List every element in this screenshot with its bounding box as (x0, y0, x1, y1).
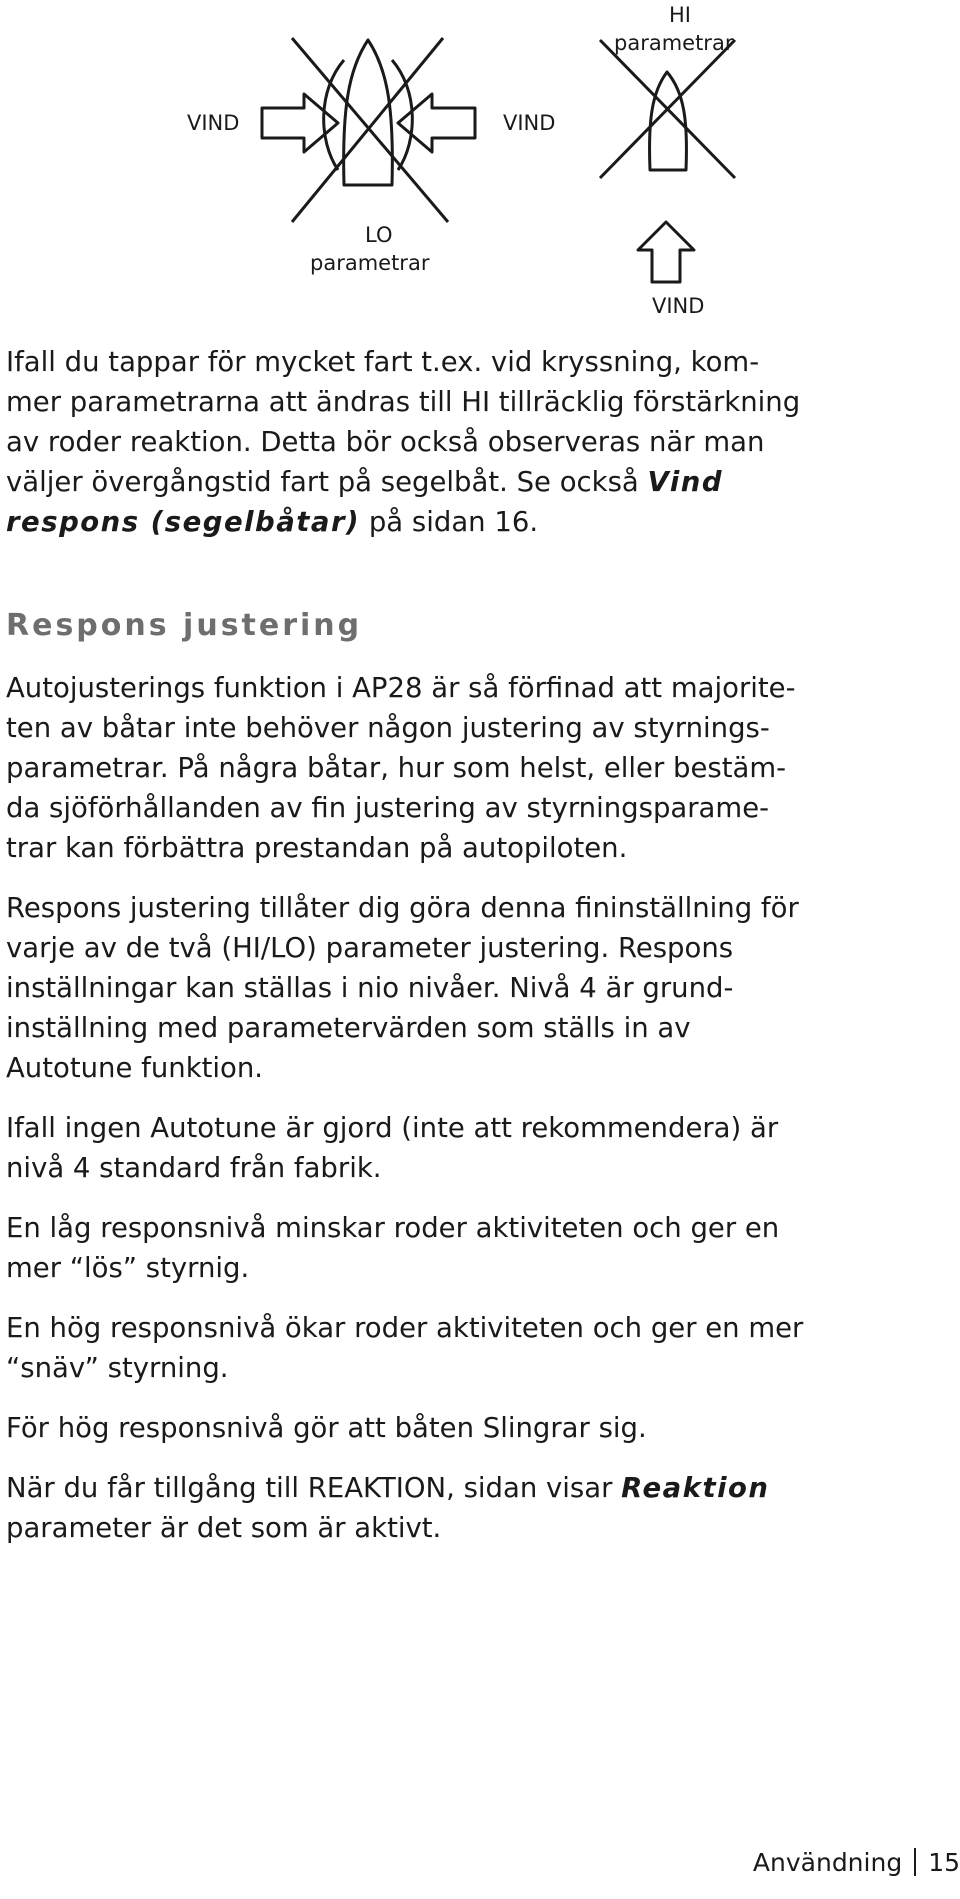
vind-reference: Vind (647, 466, 724, 498)
paragraph-4 (6, 1208, 946, 1288)
paragraph-5 (6, 1308, 946, 1388)
p7-line-1 (6, 1468, 946, 1508)
p3-line-1: Ifall ingen Autotune är gjord (inte att rekommendera) är (6, 1112, 779, 1144)
p2-line-1: Respons justering tillåter dig göra denna fininställning för (6, 892, 799, 924)
footer-section: Användning (752, 1848, 903, 1877)
intro-line-5 (6, 502, 946, 542)
page-number: 15 (928, 1848, 960, 1877)
p2-line-4: inställning med parametervärden som ställs in av (6, 1012, 691, 1044)
intro-line-3: av roder reaktion. Detta bör också observeras när man (6, 426, 765, 458)
paragraph-3 (6, 1108, 946, 1188)
p1-line-2: ten av båtar inte behöver någon justering av styrnings- (6, 712, 770, 744)
intro-line-1: Ifall du tappar för mycket fart t.ex. vid kryssning, kom- (6, 346, 760, 378)
p3-line-2: nivå 4 standard från fabrik. (6, 1152, 382, 1184)
p7-line-2: parameter är det som är aktivt. (6, 1512, 442, 1544)
p4-line-2: mer “lös” styrnig. (6, 1252, 250, 1284)
p1-line-4: da sjöförhållanden av fin justering av styrningsparame- (6, 792, 770, 824)
bottom-wind-arrow-icon (638, 222, 694, 282)
intro-paragraph (6, 342, 946, 542)
section-title: Respons justering (6, 608, 363, 643)
lo-label-line2: parametrar (310, 251, 430, 275)
p1-line-3: parametrar. På några båtar, hur som helst, eller bestäm- (6, 752, 787, 784)
p2-line-3: inställningar kan ställas i nio nivåer. Nivå 4 är grund- (6, 972, 734, 1004)
p7-line-1-text: När du får tillgång till REAKTION, sidan visar (6, 1472, 622, 1504)
wind-label-left: VIND (187, 111, 240, 135)
intro-line-4 (6, 462, 946, 502)
paragraph-6 (6, 1408, 946, 1448)
page-footer (753, 1848, 960, 1877)
lo-boat-hull-icon (344, 40, 393, 185)
p1-line-5: trar kan förbättra prestandan på autopiloten. (6, 832, 628, 864)
hi-label-line1: HI (669, 3, 691, 27)
sailing-wind-diagram (0, 0, 960, 330)
wind-label-middle: VIND (503, 111, 556, 135)
footer-divider (914, 1848, 916, 1876)
intro-line-5-text: på sidan 16. (360, 506, 539, 538)
paragraph-1 (6, 668, 946, 868)
hi-label-line2: parametrar (614, 31, 734, 55)
p5-line-1: En hög responsnivå ökar roder aktiviteten och ger en mer (6, 1312, 804, 1344)
p4-line-1: En låg responsnivå minskar roder aktiviteten och ger en (6, 1212, 780, 1244)
p5-line-2: “snäv” styrning. (6, 1352, 229, 1384)
p1-line-1: Autojusterings funktion i AP28 är så förfinad att majorite- (6, 672, 796, 704)
lo-label-line1: LO (365, 223, 393, 247)
paragraph-7 (6, 1468, 946, 1548)
wind-label-bottom: VIND (652, 294, 705, 318)
intro-line-4-text: väljer övergångstid fart på segelbåt. Se också (6, 466, 648, 498)
p6-line-1: För hög responsnivå gör att båten Slingrar sig. (6, 1412, 647, 1444)
reaktion-reference: Reaktion (621, 1472, 770, 1504)
intro-line-2: mer parametrarna att ändras till HI tillräcklig förstärkning (6, 386, 801, 418)
vind-respons-reference: respons (segelbåtar) (6, 506, 361, 538)
paragraph-2 (6, 888, 946, 1088)
p2-line-5: Autotune funktion. (6, 1052, 264, 1084)
p2-line-2: varje av de två (HI/LO) parameter justering. Respons (6, 932, 734, 964)
